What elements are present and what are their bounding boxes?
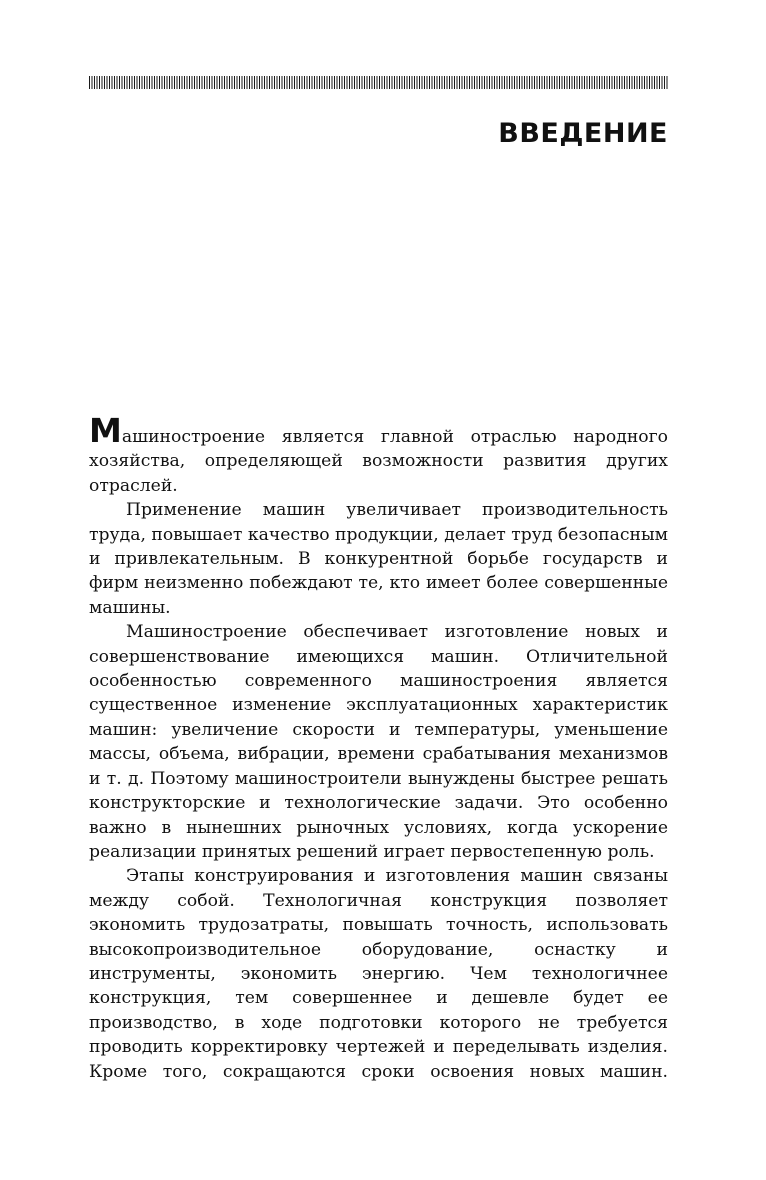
paragraph-1 [89, 411, 668, 498]
chapter-title: ВВЕДЕНИЕ [498, 118, 668, 149]
paragraph-3: Машиностроение обеспечивает изготовление новых и совершенствование имеющихся машин. Отличительной особенностью современного машиностроения является существенное изменение эксплуатационных характеристик машин: увеличение скорости и температуры, уменьшение массы, объема, вибрации, времени срабатывания механизмов и т. д. Поэтому машиностроители вынуждены быстрее решать конструкторские и технологические задачи. Это особенно важно в нынешних рыночных условиях, когда ускорение реализации принятых решений играет первостепенную роль. [89, 622, 668, 862]
drop-cap: М [89, 411, 122, 450]
decorative-header-rule [89, 76, 668, 89]
body-text [89, 411, 668, 1084]
paragraph-2: Применение машин увеличивает производительность труда, повышает качество продукции, делает труд безопасным и привлекательным. В конкурентной борьбе государств и фирм неизменно побеждают те, кто имеет более совершенные машины. [89, 500, 668, 618]
paragraph-4: Этапы конструирования и изготовления машин связаны между собой. Технологичная конструкция позволяет экономить трудозатраты, повышать точность, использовать высокопроизводительное оборудование, оснастку и инструменты, экономить энергию. Чем технологичнее конструкция, тем совершеннее и дешевле будет ее производство, в ходе подготовки которого не требуется проводить корректировку чертежей и переделывать изделия. Кроме того, сокращаются сроки освоения новых машин. [89, 866, 668, 1082]
paragraph-1-text: ашиностроение является главной отраслью народного хозяйства, определяющей возможности развития других отраслей. [89, 427, 668, 496]
